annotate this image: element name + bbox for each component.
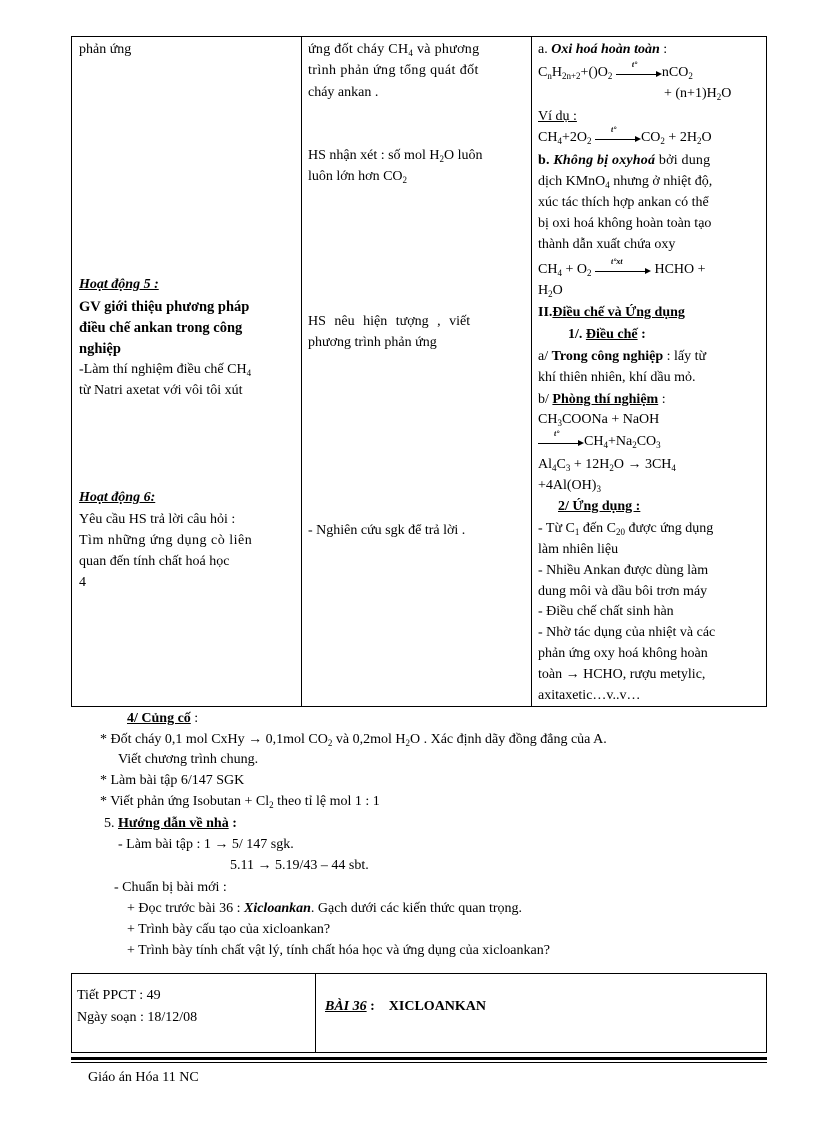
- info-box-divider: [315, 973, 316, 1053]
- c2-hs-line2: luôn lớn hơn $CO_2$: [308, 169, 408, 185]
- section-dieu-che: 1/. Điều chế :: [568, 327, 646, 342]
- section-ii-heading: II.Điều chế và Ứng dụng: [538, 305, 685, 320]
- activity-5-line4: -Làm thí nghiệm điều chế $CH_4$: [79, 362, 252, 378]
- c3-b-line2: dịch KMnO$_4$ nhưng ở nhiệt độ,: [538, 174, 713, 190]
- application-1: - Từ $C_1$ đến $C_{20}$ được ứng dụng: [538, 521, 714, 537]
- table-divider-1: [301, 36, 302, 706]
- tiet-ppct: Tiết PPCT : 49: [77, 988, 161, 1003]
- info-box-left: [71, 973, 72, 1053]
- cung-co-line4: * Viết phản ứng Isobutan + $Cl_2$ theo tỉ lệ mol 1 : 1: [100, 794, 380, 810]
- lesson-title: BÀI 36 : XICLOANKAN: [325, 999, 487, 1014]
- c3-b-line3: xúc tác thích hợp ankan có thể: [538, 195, 709, 210]
- table-border-right: [766, 36, 767, 706]
- activity-5-line1: GV giới thiệu phương pháp: [79, 299, 250, 315]
- c3-b-heading: b. Không bị oxyhoá bởi dung: [538, 153, 711, 168]
- application-2: - Nhiều Ankan được dùng làm: [538, 563, 709, 578]
- activity-6-title: Hoạt động 6:: [79, 490, 156, 505]
- huong-dan-line4: + Đọc trước bài 36 : Xicloankan. Gạch dưới các kiến thức quan trọng.: [127, 901, 523, 916]
- equation-combustion: $C_nH_{2n+2}+()O_2$ t° nCO$_2$: [538, 59, 693, 81]
- activity-6-line4: 4: [79, 575, 86, 590]
- huong-dan-line1: - Làm bài tập : 1 → 5/ 147 sgk.: [118, 837, 294, 852]
- activity-5-title: Hoạt động 5 :: [79, 277, 159, 292]
- reaction-arrow: t°: [538, 436, 584, 448]
- cung-co-line3: * Làm bài tập 6/147 SGK: [100, 773, 245, 788]
- section-ung-dung: 2/ Ứng dụng :: [558, 499, 641, 514]
- reaction-arrow: t°: [616, 67, 662, 79]
- info-box-top: [71, 973, 767, 974]
- equation-lab-2: t° $CH_4+Na_2CO_3$: [538, 435, 661, 449]
- footer-text: Giáo án Hóa 11 NC: [88, 1070, 199, 1085]
- c2-line2: trình phản ứng tổng quát đốt: [308, 63, 479, 78]
- c2-hs-line4: phương trình phản ứng: [308, 335, 437, 350]
- c3-a-heading: a. Oxi hoá hoàn toàn :: [538, 42, 668, 57]
- equation-lab-4: $+4Al(OH)_3$: [538, 478, 601, 494]
- cung-co-line2: Viết chương trình chung.: [118, 752, 259, 767]
- example-label: Ví dụ :: [538, 109, 577, 124]
- equation-example: $CH_4+2O_2$ t° $CO_2 + 2H_2O$: [538, 124, 712, 146]
- equation-partial-oxidation-2: $H_2O$: [538, 283, 563, 299]
- info-box-bottom: [71, 1052, 767, 1053]
- c3-b-line4: bị oxi hoá không hoàn toàn tạo: [538, 216, 712, 231]
- table-border-left: [71, 36, 72, 706]
- huong-dan-line6: + Trình bày tính chất vật lý, tính chất hóa học và ứng dụng của xicloankan?: [127, 943, 550, 958]
- table-divider-2: [531, 36, 532, 706]
- activity-5-line3: nghiệp: [79, 341, 121, 357]
- info-box-right: [766, 973, 767, 1053]
- text-phan-ung: phản ứng: [79, 42, 132, 57]
- huong-dan-line5: + Trình bày cấu tạo của xicloankan?: [127, 922, 331, 937]
- industry-line1: a/ Trong công nghiệp : lấy từ: [538, 349, 707, 364]
- lab-heading: b/ Phòng thí nghiệm :: [538, 392, 666, 407]
- activity-6-line3: quan đến tính chất hoá học: [79, 554, 230, 569]
- application-4-line3: toàn → HCHO, rượu metylic,: [538, 667, 706, 682]
- industry-line2: khí thiên nhiên, khí dầu mỏ.: [538, 370, 696, 385]
- reaction-arrow: t°: [595, 132, 641, 144]
- table-border-top: [71, 36, 767, 37]
- huong-dan-heading: 5. Hướng dẫn về nhà :: [104, 816, 237, 831]
- equation-combustion-2: + $(n+1)H_2O$: [664, 86, 732, 102]
- application-2-line2: dung môi và dầu bôi trơn máy: [538, 584, 708, 599]
- equation-partial-oxidation: $CH_4 + O_2$ t°xt HCHO +: [538, 256, 706, 278]
- activity-5-line2: điều chế ankan trong công: [79, 320, 243, 336]
- footer-rule-thick: [71, 1057, 767, 1060]
- activity-5-line5: từ Natri axetat với vôi tôi xút: [79, 383, 243, 398]
- c2-hs-line5: - Nghiên cứu sgk để trả lời .: [308, 523, 466, 538]
- application-3: - Điều chế chất sinh hàn: [538, 604, 674, 619]
- c2-line1: ứng đốt cháy $CH_4$ và phương: [308, 42, 480, 58]
- equation-lab-3: $Al_4C_3 + 12H_2O \to 3CH_4$: [538, 457, 676, 473]
- application-4-line2: phản ứng oxy hoá không hoàn: [538, 646, 708, 661]
- application-4: - Nhờ tác dụng của nhiệt và các: [538, 625, 716, 640]
- footer-rule-thin: [71, 1062, 767, 1063]
- c2-hs-line3: HS nêu hiện tượng , viết: [308, 314, 471, 329]
- cung-co-heading: 4/ Củng cố :: [127, 711, 199, 726]
- cung-co-line1: * Đốt cháy 0,1 mol CxHy → 0,1mol $CO_2$ và 0,2mol $H_2O$ . Xác định dãy đồng đẳng của A.: [100, 732, 607, 748]
- activity-6-line1: Yêu cầu HS trả lời câu hỏi :: [79, 512, 236, 527]
- application-4-line4: axitaxetic…v..v…: [538, 688, 641, 703]
- c2-line3: cháy ankan .: [308, 85, 379, 100]
- activity-6-line2: Tìm những ứng dụng cò liên: [79, 533, 253, 548]
- equation-lab-1: $CH_3COONa$ + NaOH: [538, 412, 660, 428]
- application-1-line2: làm nhiên liệu: [538, 542, 619, 557]
- reaction-arrow: t°xt: [595, 264, 651, 276]
- table-border-bottom: [71, 706, 767, 707]
- c3-b-line5: thành dẫn xuất chứa oxy: [538, 237, 676, 252]
- ngay-soan: Ngày soạn : 18/12/08: [77, 1010, 198, 1025]
- huong-dan-line3: - Chuẩn bị bài mới :: [114, 880, 227, 895]
- huong-dan-line2: 5.11 → 5.19/43 – 44 sbt.: [230, 858, 369, 873]
- c2-hs-line1: HS nhận xét : số mol $H_2O$ luôn: [308, 148, 483, 164]
